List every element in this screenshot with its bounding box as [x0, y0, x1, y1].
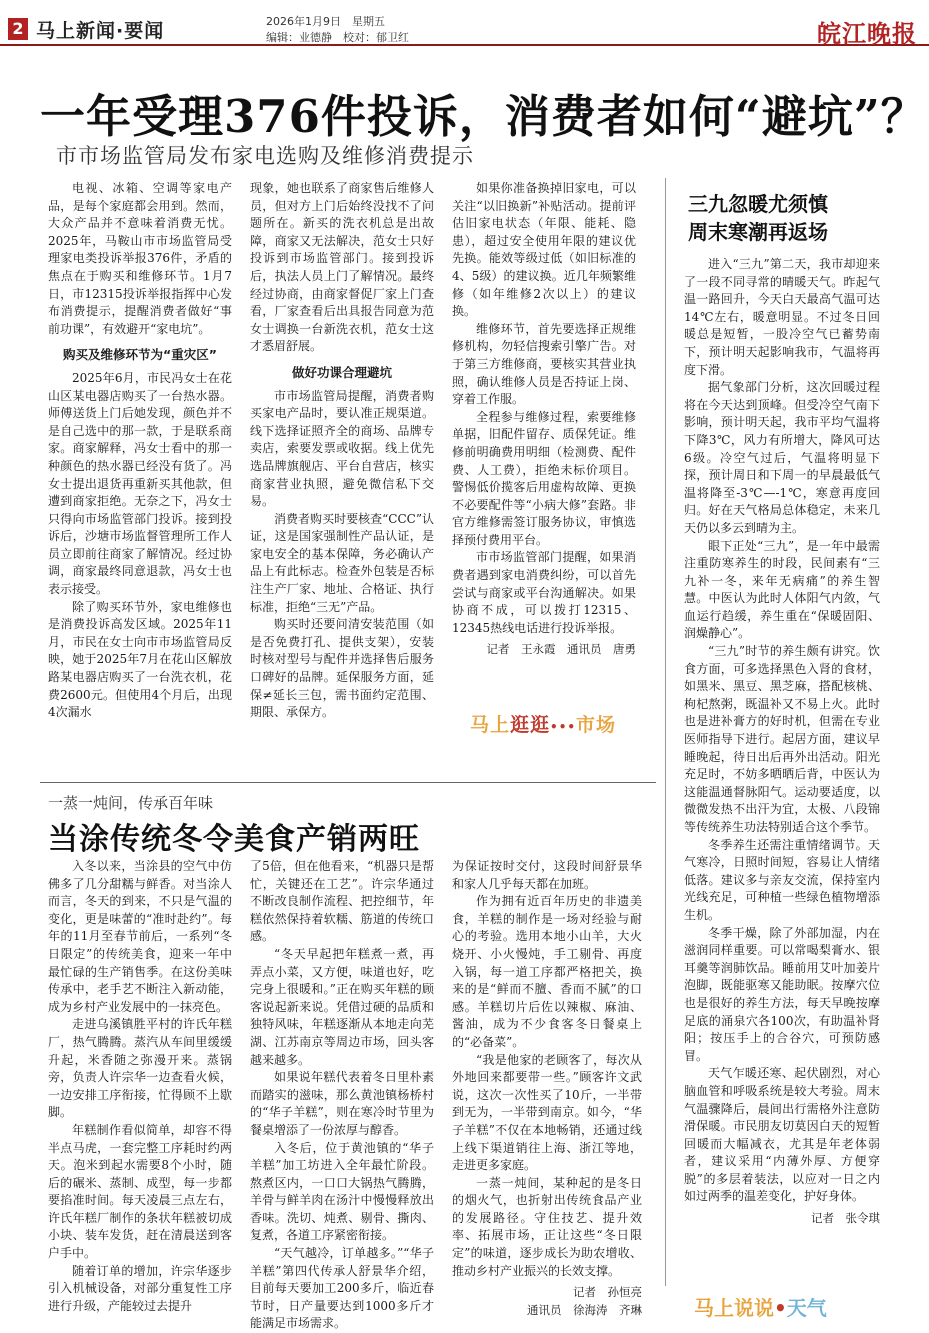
paragraph: 随着订单的增加，许宗华逐步引入机械设备，对部分重复性工序进行升级，产能较过去提升	[48, 1263, 232, 1313]
paragraph: 电视、冰箱、空调等家电产品，是每个家庭都会用到。然而，大众产品并不意味着消费无忧。2025年，马鞍山市市场监管局受理家电类投诉举报376件，矛盾的焦点在于购买和维修环节。1月7日，市12315投诉举报指挥中心发布消费提示，提醒消费者做好“事前功课”，有效避开“家电坑”。	[48, 181, 232, 336]
article2-column-1	[48, 858, 232, 1318]
paragraph: 为保证按时交付，这段时间舒景华和家人几乎每天都在加班。	[452, 859, 642, 891]
paper-logo: 皖江晚报	[817, 19, 917, 48]
date-line: 2026年1月9日 星期五	[266, 15, 385, 28]
paragraph: 眼下正处“三九”，是一年中最需注重防寒养生的时段，民间素有“三九补一冬，来年无病痛”的养生智慧。中医认为此时人体阳气内敛，气血运行趋缓，养生重在“保暖固阳、润燥静心”。	[684, 538, 880, 641]
column-logo-weather	[694, 1292, 827, 1321]
article2-column-3	[452, 858, 642, 1318]
paragraph: 年糕制作看似简单，却容不得半点马虎，一套完整工序耗时约两天。泡米到起水需要8个小时，随后的碾米、蒸制、成型，每一步都要掐准时间。每天凌晨三点左右，许氏年糕厂制作的条状年糕被切成小块、装车发货，赶在清晨送到客户手中。	[48, 1122, 232, 1261]
paragraph: 消费者购买时要核查“CCC”认证，这是国家强制性产品认证，是家电安全的基本保障，务必确认产品上有此标志。检查外包装是否标注生产厂家、地址、合格证、执行标准，拒绝“三无”产品。	[250, 511, 434, 614]
editor-line: 编辑：业德静 校对：郁卫红	[266, 31, 409, 44]
article2-byline-reporter: 记者 孙恒亮	[573, 1285, 642, 1300]
paragraph: “冬天早起把年糕煮一煮，再弄点小菜，又方便，味道也好，吃完身上很暖和。”正在购买年糕的顾客说起新来说。凭借过硬的品质和独特风味，年糕逐渐从本地走向芜湖、江苏南京等周边市场，回头客越来越多。	[250, 946, 434, 1067]
paragraph: 冬季干燥，除了外部加湿，内在滋润同样重要。可以常喝梨膏水、银耳羹等润肺饮品。睡前用艾叶加姜片泡脚，既能驱寒又能助眠。按摩穴位也是很好的养生方法，每天早晚按摩足底的涌泉穴各100次，有助温补肾阳；按压手上的合谷穴，可预防感冒。	[684, 925, 880, 1063]
market-logo-prefix: 马上	[470, 714, 511, 736]
market-logo-dots: •••	[550, 720, 577, 734]
paragraph: “天气越冷，订单越多。”“华子羊糕”第四代传承人舒景华介绍，目前每天要加工200多斤，临近春节时，日产量要达到1000多斤才能满足市场需求。	[250, 1246, 434, 1331]
weather-logo-dot: •	[774, 1296, 787, 1320]
section-title: 马上新闻·要闻	[36, 20, 165, 42]
article2-kicker: 一蒸一炖间，传承百年味	[48, 794, 214, 812]
article2-title: 当涂传统冬令美食产销两旺	[48, 822, 420, 857]
paragraph: “三九”时节的养生颇有讲究。饮食方面，可多选择黑色入肾的食材，如黑米、黑豆、黑芝麻，搭配核桃、枸杞熬粥，既温补又不易上火。此时也是进补膏方的好时机，但需在专业医师指导下进行。起居方面，建议早睡晚起，待日出后再外出活动。阳光充足时，不妨多晒晒后背，中医认为这能温通督脉阳气。运动要适度，以微微发热不出汗为宜，太极、八段锦等传统养生功法特别适合这个季节。	[684, 644, 880, 834]
market-logo-accent: 逛逛	[510, 714, 551, 736]
article3-title-line-2: 周末寒潮再返场	[688, 220, 828, 244]
paragraph: 如果你准备换掉旧家电，可以关注“以旧换新”补贴活动。提前评估旧家电状态（年限、能耗、隐患），超过安全使用年限的建议优先换。能效等级过低（如旧标准的4、5级）的建议换。近几年频繁维修（如年维修2次以上）的建议换。	[452, 181, 636, 319]
section-divider	[40, 782, 656, 783]
paragraph: 除了购买环节外，家电维修也是消费投诉高发区域。2025年11月，市民在女士向市市场监管局反映，她于2025年7月在花山区解放路某电器店购买了一台洗衣机，花费2600元。但使用4个月后，出现4次漏水	[48, 599, 232, 720]
paragraph: 走进乌溪镇胜平村的许氏年糕厂，热气腾腾。蒸汽从车间里缓缓升起，米香随之弥漫开来。蒸锅旁，负责人许宗华一边查看火候，一边安排工序衔接，忙得顾不上歇脚。	[48, 1017, 232, 1120]
article1-title: 一年受理376件投诉，消费者如何“避坑”？	[40, 90, 927, 143]
paragraph: 冬季养生还需注重情绪调节。天气寒冷，日照时间短，容易让人情绪低落。建议多与亲友交流，保持室内光线充足，可种植一些绿色植物增添生机。	[684, 837, 880, 922]
paragraph: 全程参与维修过程，索要维修单据，旧配件留存、质保凭证。维修前明确费用明细（检测费、配件费、人工费），拒绝未标价项目。警惕低价揽客后用虚构故障、更换不必要配件等“小病大修”套路。非官方维修需签订服务协议，审慎选择预付费用平台。	[452, 409, 636, 547]
paragraph: 现象，她也联系了商家售后维修人员，但对方上门后始终没找不了问题所在。新买的洗衣机总是出故障，商家又无法解决，范女士只好投诉到市场监管部门。接到投诉后，执法人员上门了解情况。最终经过协商，由商家督促厂家上门查看，厂家查看后出具报告同意为范女士调换一台新洗衣机，范女士这才悉眉舒展。	[250, 181, 434, 354]
article1-byline: 记者 王永霞 通讯员 唐勇	[486, 642, 636, 657]
weather-logo-prefix: 马上说说	[694, 1296, 774, 1320]
issue-meta	[266, 14, 409, 46]
article3-title-line-1: 三九忽暖尤须慎	[688, 192, 828, 216]
column-divider	[665, 178, 666, 1286]
weather-logo-accent: 天气	[786, 1296, 827, 1320]
article2-byline-correspondent: 通讯员 徐海涛 齐琳	[527, 1302, 642, 1317]
article1-subhead-2: 做好功课合理避坑	[291, 364, 392, 380]
column-logo-market	[470, 710, 616, 737]
paragraph: 进入“三九”第二天，我市却迎来了一段不同寻常的晴暖天气。昨起气温一路回升，今天白天最高气温可达14℃左右，暖意明显。不过冬日回暖总是短暂，一股冷空气已蓄势南下，预计明天起影响我市，气温将再度下滑。	[684, 257, 880, 377]
article1-column-3	[452, 180, 636, 692]
paragraph: 作为拥有近百年历史的非遗美食，羊糕的制作是一场对经验与耐心的考验。选用本地小山羊，大火烧开、小火慢炖，手工剔骨、再度入锅，每一道工序都严格把关，换来的是“鲜而不膻、香而不腻”的口感。羊糕切片后佐以辣椒、麻油、酱油，成为不少食客冬日餐桌上的“必备菜”。	[452, 894, 642, 1049]
article3-byline: 记者 张令琪	[811, 1211, 880, 1226]
paragraph: 市市场监管局提醒，消费者购买家电产品时，要认准正规渠道。线下选择证照齐全的商场、品牌专卖店，索要发票或收据。线上优先选品牌旗舰店、平台自营店，核实商家营业执照，避免微信私下交易。	[250, 388, 434, 509]
paragraph: 天气乍暖还寒、起伏剧烈，对心脑血管和呼吸系统是较大考验。周末气温骤降后，晨间出行需格外注意防滑保暖。市民朋友切莫因白天的短暂回暖而大幅减衣，尤其是年老体弱者，建议采用“内薄外厚、方便穿脱”的多层着装法，以应对一日之内如过两季的温差变化，护好身体。	[684, 1066, 880, 1204]
paragraph: 一蒸一炖间，某种起的是冬日的烟火气，也折射出传统食品产业的发展路径。守住技艺、提升效率、拓展市场，正让这些“冬日限定”的味道，逐步成长为助农增收、推动乡村产业振兴的长效支撑。	[452, 1175, 642, 1278]
paragraph: 了5倍，但在他看来，“机器只是帮忙，关键还在工艺”。许宗华通过不断改良制作流程、把控细节，年糕依然保持着软糯、筋道的传统口感。	[250, 859, 434, 944]
paragraph: 购买时还要问清安装范围（如是否免费打孔、提供支架），安装时核对型号与配件并选择售后服务口碑好的品牌。延保服务方面，延保≠延长三包，需书面约定范围、期限、承保方。	[250, 617, 434, 720]
article1-subtitle: 市市场监管局发布家电选购及维修消费提示	[56, 144, 474, 168]
article1-subhead-1: 购买及维修环节为“重灾区”	[63, 347, 217, 363]
article1-column-2	[250, 180, 434, 764]
article2-column-2	[250, 858, 434, 1331]
paragraph: 据气象部门分析，这次回暖过程将在今天达到顶峰。但受冷空气南下影响，预计明天起，我市平均气温将下降3℃，风力有所增大，降风可达6级。冷空气过后，气温将明显下探，预计周日和下周一的早晨最低气温将降至-3℃—-1℃，寒意再度回归。好在天气格局总体稳定，未来几天仍以多云到晴为主。	[684, 380, 880, 535]
paragraph: 2025年6月，市民冯女士在花山区某电器店购买了一台热水器。师傅送货上门后她发现，颜色并不是自己选中的那一款，于是联系商家。商家解释，冯女士看中的那一种颜色的热水器已经没有货了。冯女士提出退货再重新买其他款，但遭到商家拒绝。无奈之下，冯女士只得向市场监管部门投诉。接到投诉后，沙塘市场监督管理所工作人员立即前往商家了解情况。经过协调，商家最终同意退款，冯女士也表示接受。	[48, 370, 232, 597]
article3-title	[688, 190, 828, 246]
paragraph: 入冬后，位于黄池镇的“华子羊糕”加工坊进入全年最忙阶段。熬煮区内，一口口大锅热气腾腾，羊骨与鲜羊肉在汤汁中慢慢释放出香味。洗切、炖煮、剔骨、撕肉、复煮，各道工序紧密衔接。	[250, 1140, 434, 1243]
paragraph: 市市场监管部门提醒，如果消费者遇到家电消费纠纷，可以首先尝试与商家或平台沟通解决。如果协商不成，可以拨打12315、12345热线电话进行投诉举报。	[452, 550, 636, 635]
article3-column	[684, 256, 880, 1280]
masthead	[0, 0, 929, 46]
paragraph: 维修环节，首先要选择正规维修机构，勿轻信搜索引擎广告。对于第三方维修商，要核实其营业执照，确认维修人员是否持证上岗、穿着工作服。	[452, 321, 636, 407]
market-logo-suffix: 市场	[576, 714, 617, 736]
article1-column-1	[48, 180, 232, 764]
page-number: 2	[8, 18, 28, 40]
paragraph: 如果说年糕代表着冬日里朴素而踏实的滋味，那么黄池镇杨桥村的“华子羊糕”，则在寒冷时节里为餐桌增添了一份浓厚与醇香。	[250, 1070, 434, 1137]
paragraph: “我是他家的老顾客了，每次从外地回来都要带一些。”顾客许文武说，这次一次性买了10斤，一半带到无为，一半带到南京。如今，“华子羊糕”不仅在本地畅销，还通过线上线下渠道销往上海、浙江等地，走进更多家庭。	[452, 1052, 642, 1173]
paragraph: 入冬以来，当涂县的空气中仿佛多了几分甜糯与鲜香。对当涂人而言，冬天的到来，不只是气温的变化，更是味蕾的“准时赴约”。每年的11月至春节前后，一系列“冬日限定”的传统美食，迎来一年中最忙碌的生产销售季。在这份美味传承中，老手艺不断注入新动能，成为乡村产业发展中的一抹亮色。	[48, 859, 232, 1014]
